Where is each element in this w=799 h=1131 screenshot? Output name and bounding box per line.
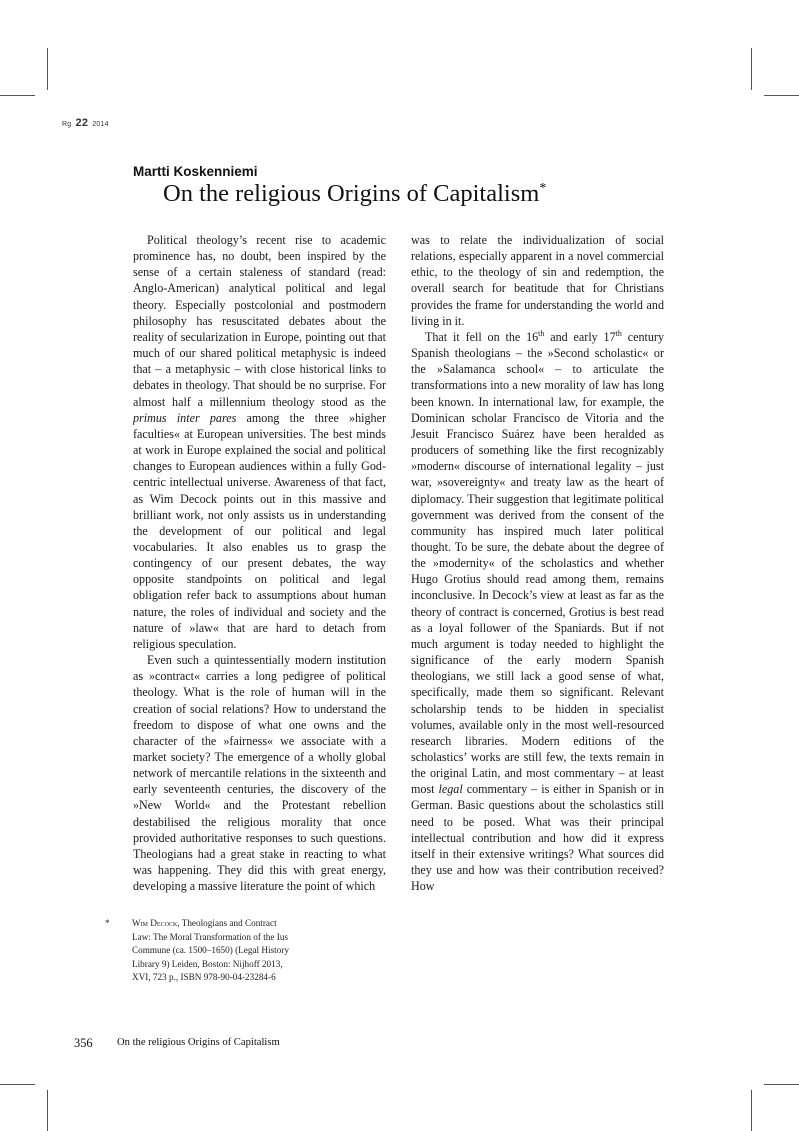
italic-text: legal xyxy=(438,782,463,797)
text-run: commentary – is either in Spanish or in German. Basic questions about the scholastics still need to be posed. What was their principal intellectual contribution and how did it express itself in their extensive writings? What sources did they use and how was their contribution received? How xyxy=(411,782,665,894)
superscript: th xyxy=(538,328,545,338)
text-run: Political theology’s recent rise to academic prominence has, no doubt, been inspired by the sense of a certain staleness of standard (read: Anglo-American) analytical political and legal theory. Especially postcolonial and postmodern philosophy has resuscitated debates about the reality of secularization in Europe, pointing out that much of our shared political metaphysic is indeed that – a metaphysic – with close historical links to debates in theology. That should be no surprise. For almost half a millennium theology stood as the xyxy=(133,233,386,409)
footer-running-title: On the religious Origins of Capitalism xyxy=(117,1037,280,1048)
crop-mark xyxy=(47,48,48,90)
body-paragraph: Even such a quintessentially modern institution as »contract« carries a long pedigree of political theology. What is the role of human will in the creation of social relations? How to understand the freedom to dispose of what one owns and the character of the »fairness« we associate with a market society? The emergence of a wholly global network of mercantile relations in the sixteenth and early seventeenth centuries, the discovery of the »New World« and the Protestant rebellion destabilised the religious morality that once provided authoritative responses to such questions. Theologians had a great stake in reacting to what was happening. They did this with great energy, developing a massive literature the point of which xyxy=(133,653,386,894)
left-column xyxy=(133,232,386,894)
footnote-mark: * xyxy=(105,918,110,928)
crop-mark xyxy=(751,1090,752,1131)
volume-number: 22 xyxy=(75,117,89,129)
superscript: th xyxy=(615,328,622,338)
italic-text: primus inter pares xyxy=(133,410,237,425)
footnote-author: Wim Decock xyxy=(132,918,178,928)
crop-mark xyxy=(0,95,35,96)
body-paragraph: was to relate the individualization of social relations, especially apparent in a novel commercial ethic, to the theology of sin and redemption, the overall search for beatitude that for Christians provides the frame for understanding the world and living in it. xyxy=(411,233,664,328)
crop-mark xyxy=(751,48,752,90)
footnote xyxy=(105,917,295,985)
crop-mark xyxy=(47,1090,48,1131)
title-text: On the religious Origins of Capitalism xyxy=(163,180,540,207)
running-head xyxy=(62,117,109,129)
text-run: and early 17 xyxy=(544,329,616,344)
text-run: That it fell on the 16 xyxy=(425,329,539,344)
crop-mark xyxy=(764,95,799,96)
page-number: 356 xyxy=(74,1036,93,1050)
footnote-citation: , Theologians and Contract Law: The Moral Transformation of the Ius Commune (ca. 1500–1650) (Legal History Library 9) Leiden, Boston: Nijhoff 2013, XVI, 723 p., ISBN 978-90-04-23284-6 xyxy=(132,918,289,982)
crop-mark xyxy=(0,1084,35,1085)
journal-abbrev: Rg xyxy=(62,121,72,128)
text-run: century Spanish theologians – the »Second scholastic« or the »Salamanca school« – to articulate the transformations into a new morality of law has long been known. In international law, for example, the Dominican scholar Francisco de Vitoria and the Jesuit Francisco Suárez have been heralded as producers of something like the first recognizably »modern« discourse of international legality – just war, »sovereignty« and treaty law as the heart of diplomacy. Their suggestion that legitimate political government was derived from the consent of the community has inspired much later political thought. To be sure, the debate about the degree of the »modernity« of the scholastics and whether Hugo Grotius should read among them, remains inconclusive. In Decock’s view at least as far as the theory of contract is concerned, Grotius is best read as a loyal follower of the Spaniards. But if not much argument is today needed to highlight the significance of the early modern Spanish theologians, we still lack a good sense of what, specifically, made them so significant. Relevant scholarship tends to be hidden in specialist volumes, available only in the most well-resourced research libraries. Modern editions of the scholastics’ works are still few, the texts remain in the original Latin, and most commentary – at least most xyxy=(411,329,664,797)
title-footnote-mark: * xyxy=(539,181,547,196)
article-title xyxy=(163,180,546,208)
footnote-text xyxy=(132,917,295,985)
crop-mark xyxy=(764,1084,799,1085)
author-name: Martti Koskenniemi xyxy=(133,164,258,179)
body-paragraph xyxy=(133,232,386,652)
text-run: among the three »higher faculties« at European universities. The best minds at work in Europe explained the social and political changes to European audiences within a fully God-centric intellectual universe. Awareness of that fact, as Wim Decock points out in this massive and brilliant work, not only assists us in understanding the development of our political and legal vocabularies. It also enables us to grasp the contingency of our present debates, the way opposite standpoints on political and legal obligation refer back to assumptions about human nature, the roles of individual and society and the nature of »law« that are hard to detach from religious speculation. xyxy=(133,410,386,651)
journal-year: 2014 xyxy=(92,121,109,128)
body-paragraph xyxy=(411,329,664,894)
right-column xyxy=(411,232,664,894)
